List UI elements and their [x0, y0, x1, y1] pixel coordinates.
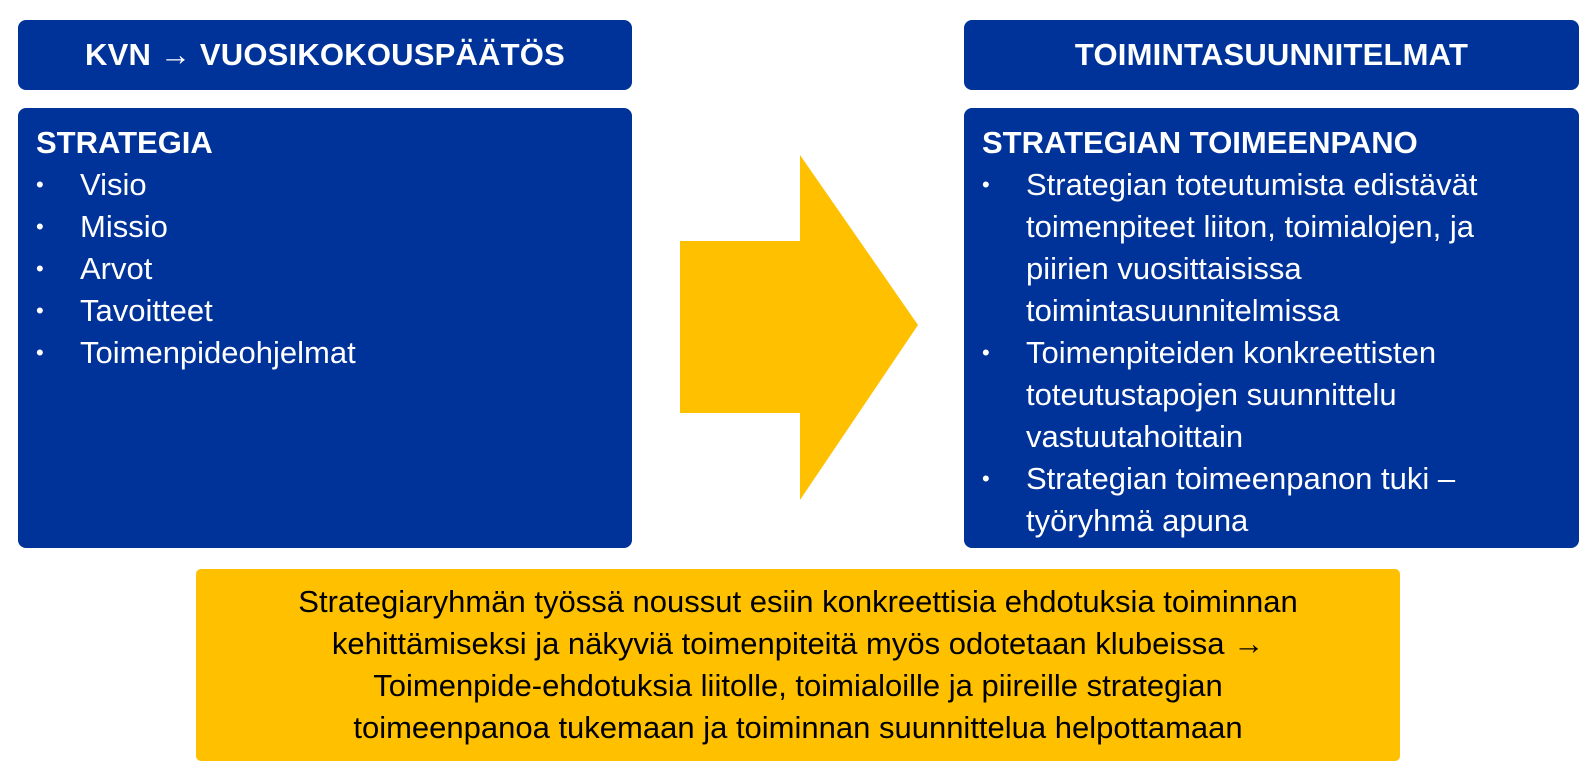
list-item [982, 332, 1561, 458]
list-item-text: Toimenpiteiden konkreettisten toteutustapojen suunnittelu vastuutahoittain [1026, 335, 1437, 454]
strategy-list [36, 164, 614, 374]
bullet-icon: • [36, 172, 44, 197]
bullet-icon: • [982, 340, 990, 365]
bullet-icon: • [36, 214, 44, 239]
list-item-text: Strategian toimeenpanon tuki – työryhmä apuna [1026, 461, 1456, 538]
right-header-title: TOIMINTASUUNNITELMAT [1074, 37, 1469, 72]
proposal-box [196, 569, 1400, 761]
list-item [982, 164, 1561, 332]
list-item-text: Missio [80, 209, 168, 244]
list-item [36, 206, 614, 248]
list-item-text: Toimenpideohjelmat [80, 335, 356, 370]
arrow-shape [680, 155, 918, 500]
list-item [36, 164, 614, 206]
bullet-icon: • [36, 298, 44, 323]
list-item [982, 458, 1561, 542]
strategy-title: STRATEGIA [36, 125, 213, 160]
list-item [36, 290, 614, 332]
list-item-text: Visio [80, 167, 147, 202]
list-item-text: Tavoitteet [80, 293, 213, 328]
implementation-list [982, 164, 1561, 542]
bullet-icon: • [36, 340, 44, 365]
right-header-box [964, 20, 1579, 90]
strategy-box [18, 108, 632, 548]
list-item [36, 248, 614, 290]
left-header-box [18, 20, 632, 90]
bullet-icon: • [982, 172, 990, 197]
bullet-icon: • [36, 256, 44, 281]
right-arrow-icon [680, 155, 920, 500]
strategy-implementation-box [964, 108, 1579, 548]
bullet-icon: • [982, 466, 990, 491]
strategy-implementation-title: STRATEGIAN TOIMEENPANO [982, 125, 1418, 160]
list-item-text: Arvot [80, 251, 153, 286]
proposal-text: Strategiaryhmän työssä noussut esiin konkreettisia ehdotuksia toiminnan kehittämiseksi ja näkyviä toimenpiteitä myös odotetaan klubeissa → Toimenpide-ehdotuksia liitolle, toimialoille ja piireille strategian toimeenpanoa tukemaan ja toiminnan suunnittelua helpottamaan [298, 584, 1298, 745]
left-header-title: KVN → VUOSIKOKOUSPÄÄTÖS [85, 37, 565, 72]
list-item [36, 332, 614, 374]
list-item-text: Strategian toteutumista edistävät toimenpiteet liiton, toimialojen, ja piirien vuosittaisissa toimintasuunnitelmissa [1026, 167, 1478, 328]
